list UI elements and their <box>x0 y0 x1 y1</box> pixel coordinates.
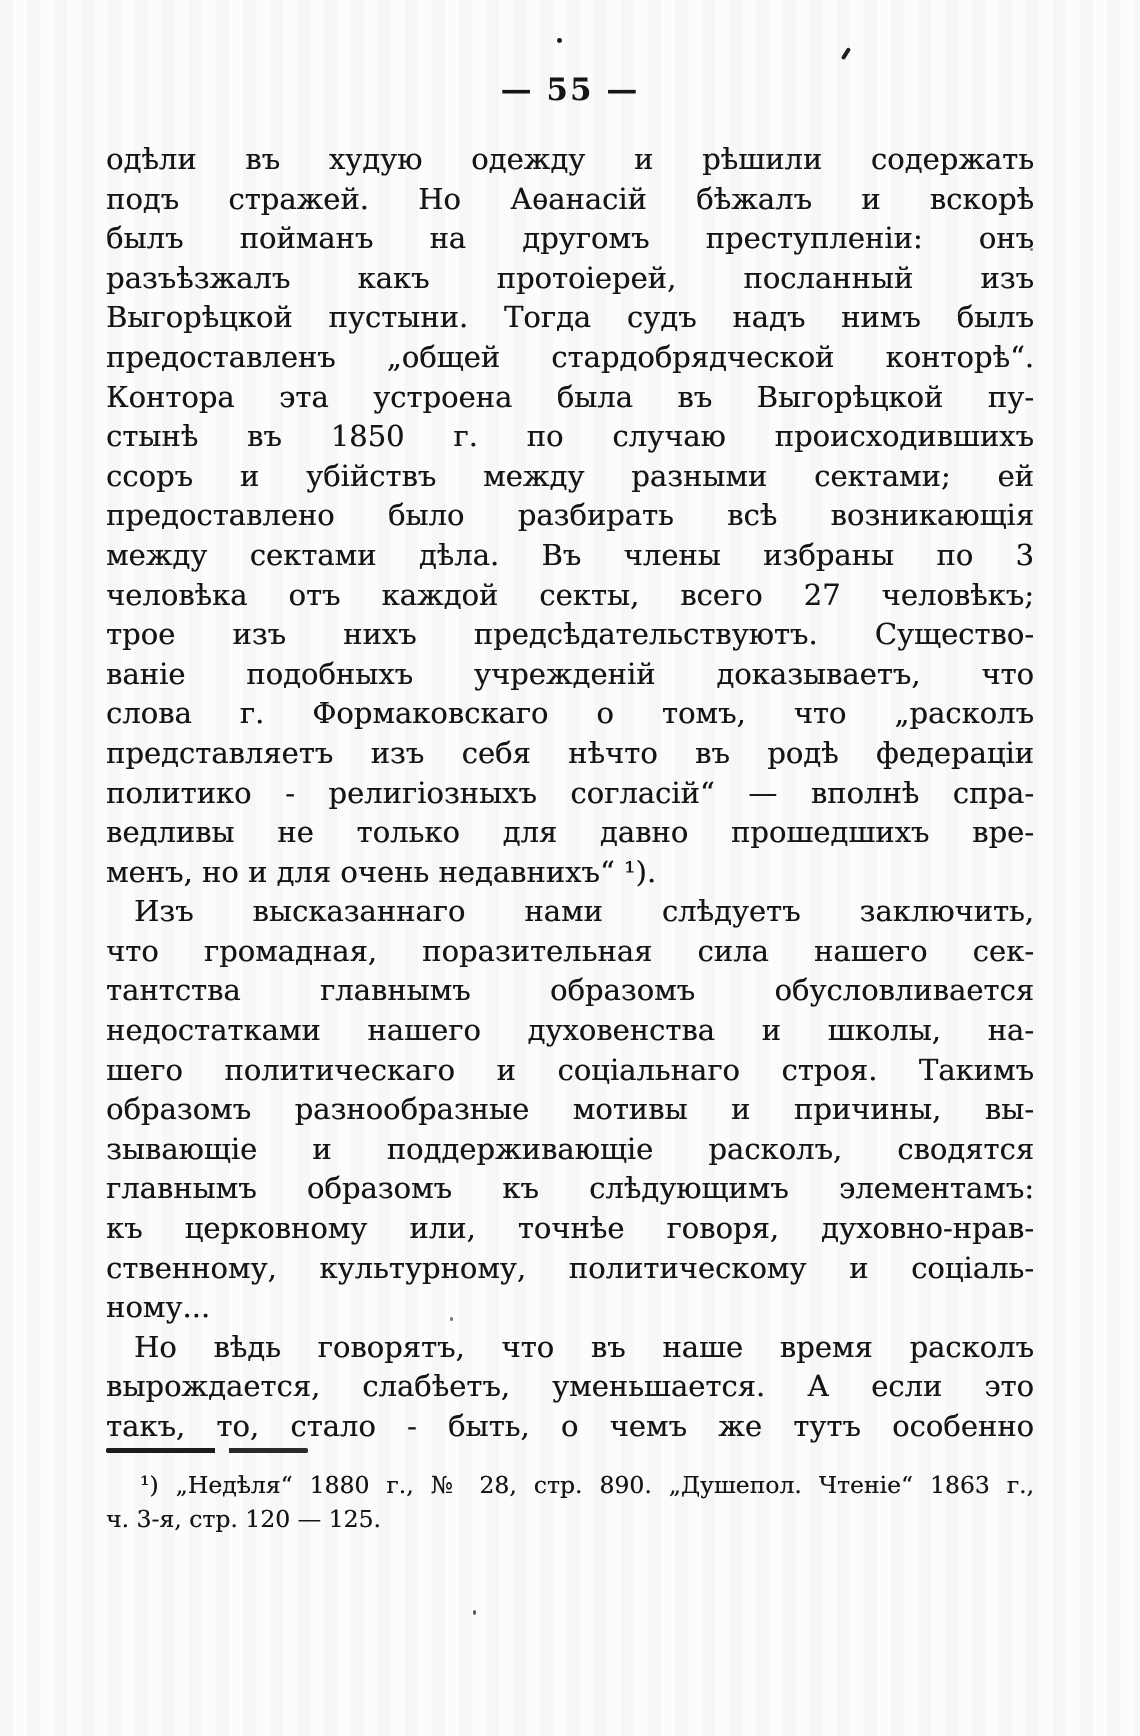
page-number: — 55 — <box>500 72 640 108</box>
text-line: такъ, то, стало - быть, о чемъ же тутъ особенно <box>106 1409 1034 1443</box>
text-line: подъ стражей. Но Аѳанасій бѣжалъ и вскорѣ <box>106 181 1034 216</box>
footnote-line: ч. 3-я, стр. 120 — 125. <box>106 1505 381 1533</box>
text-line: между сектами дѣла. Въ члены избраны по 3 <box>106 537 1034 572</box>
scan-speck-icon <box>473 1610 476 1615</box>
footnote <box>106 1468 1034 1536</box>
text-line: былъ пойманъ на другомъ преступленіи: онъ <box>106 221 1034 256</box>
text-line: къ церковному или, точнѣе говоря, духовно-нрав- <box>106 1211 1034 1246</box>
text-line: трое изъ нихъ предсѣдательствуютъ. Существо- <box>106 617 1034 652</box>
text-line: вырождается, слабѣетъ, уменьшается. А если это <box>106 1369 1034 1404</box>
text-line: образомъ разнообразные мотивы и причины, вы- <box>106 1092 1034 1127</box>
text-line: слова г. Формаковскаго о томъ, что „расколъ <box>106 696 1034 731</box>
text-line: Но вѣдь говорятъ, что въ наше время расколъ <box>134 1329 1034 1364</box>
text-line: ссоръ и убійствъ между разными сектами; ей <box>106 458 1034 493</box>
text-line: тантства главнымъ образомъ обусловливается <box>106 973 1034 1008</box>
text-line: стынѣ въ 1850 г. по случаю происходившихъ <box>106 419 1034 454</box>
text-line: разъѣзжалъ какъ протоіерей, посланный изъ <box>106 260 1034 295</box>
text-line: Изъ высказаннаго нами слѣдуетъ заключить, <box>134 894 1034 929</box>
text-line: ведливы не только для давно прошедшихъ вре- <box>106 815 1034 850</box>
text-line: политико - религіозныхъ согласій“ — вполнѣ спра- <box>106 775 1034 810</box>
text-line: предоставлено было разбирать всѣ возникающія <box>106 498 1034 533</box>
scan-speck-icon <box>557 38 562 43</box>
text-line: недостатками нашего духовенства и школы, на- <box>106 1013 1034 1048</box>
text-line: представляетъ изъ себя нѣчто въ родѣ федераціи <box>106 735 1034 770</box>
text-line: Выгорѣцкой пустыни. Тогда судъ надъ нимъ былъ <box>106 300 1034 335</box>
text-line: человѣка отъ каждой секты, всего 27 человѣкъ; <box>106 577 1034 612</box>
text-line: одѣли въ худую одежду и рѣшили содержать <box>106 142 1034 176</box>
text-line: ному... <box>106 1290 211 1325</box>
text-line: Контора эта устроена была въ Выгорѣцкой пу- <box>106 379 1034 414</box>
footnote-line: ¹) „Недѣля“ 1880 г., № 28, стр. 890. „Душепол. Чтеніе“ 1863 г., <box>140 1471 1034 1499</box>
text-line: что громадная, поразительная сила нашего сек- <box>106 933 1034 968</box>
text-line: ственному, культурному, политическому и соціаль- <box>106 1250 1034 1285</box>
text-line: шего политическаго и соціальнаго строя. Такимъ <box>106 1052 1034 1087</box>
text-line: главнымъ образомъ къ слѣдующимъ элементамъ: <box>106 1171 1034 1206</box>
text-line: предоставленъ „общей стардобрядческой конторѣ“. <box>106 339 1034 374</box>
footnote-rule <box>106 1448 308 1453</box>
text-line: менъ, но и для очень недавнихъ“ ¹). <box>106 854 657 889</box>
scan-stroke-icon <box>841 47 851 60</box>
text-line: зывающіе и поддерживающіе расколъ, сводятся <box>106 1131 1034 1166</box>
text-line: ваніе подобныхъ учрежденій доказываетъ, что <box>106 656 1034 691</box>
body-text <box>106 140 1034 1447</box>
